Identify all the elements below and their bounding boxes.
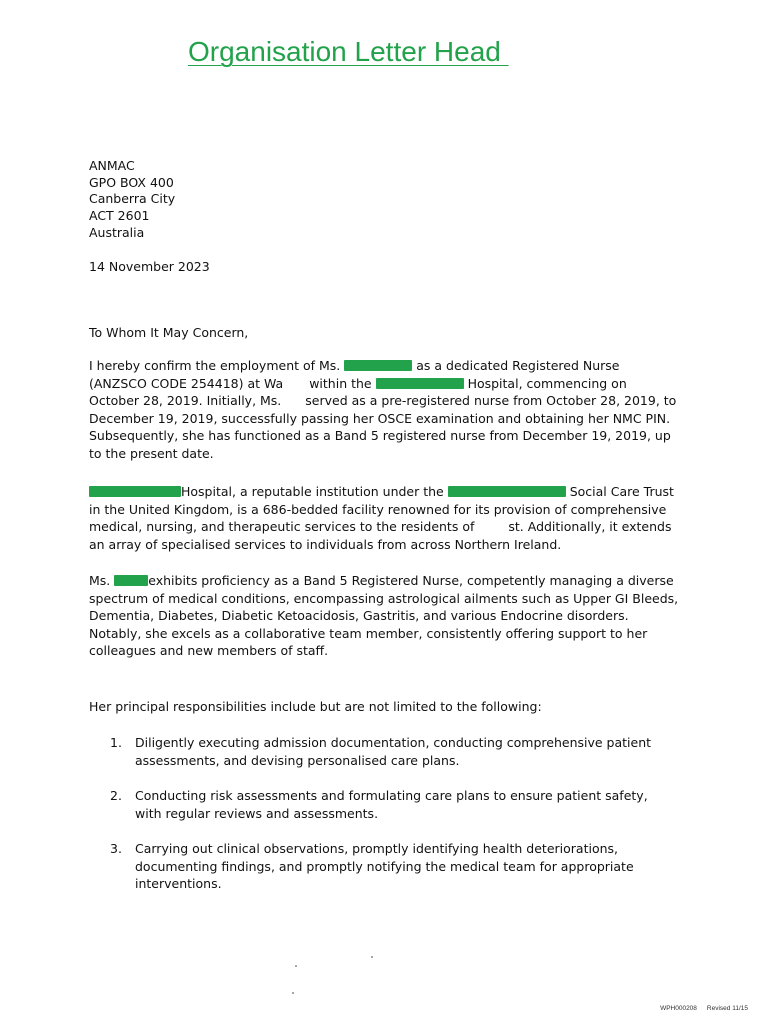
address-line: ACT 2601: [89, 208, 150, 224]
revision-note: Revised 11/15: [706, 1005, 748, 1012]
responsibilities-list: [110, 734, 670, 911]
p1-text: I hereby confirm the employment of Ms.: [89, 358, 341, 373]
list-item-text: Conducting risk assessments and formulating care plans to ensure patient safety, with regular reviews and assessments.: [135, 788, 648, 821]
redaction-mark: [448, 486, 566, 497]
form-code: WPH000208: [660, 1005, 697, 1012]
redaction-mark: [344, 360, 412, 371]
scan-speck: [292, 992, 294, 994]
list-item-text: Diligently executing admission documentation, conducting comprehensive patient assessments, and devising personalised care plans.: [135, 735, 652, 768]
salutation: To Whom It May Concern,: [89, 325, 249, 340]
scan-speck: [371, 956, 373, 958]
list-item-number: 1.: [110, 735, 122, 750]
redaction-mark: [89, 486, 181, 497]
scan-speck: [295, 965, 297, 967]
paragraph-proficiency: [89, 572, 679, 660]
list-item-text: Carrying out clinical observations, promptly identifying health deteriorations, documenting findings, and promptly notifying the medical team for appropriate interventions.: [135, 841, 634, 891]
p2-text: st. Additionally, it extends an array of specialised services to individuals from across Northern Ireland.: [89, 519, 672, 552]
list-item: [110, 787, 670, 822]
letter-date: 14 November 2023: [89, 259, 210, 274]
p1-text: served as a pre-registered nurse from October 28, 2019, to December 19, 2019, successfully passing her OSCE examination and obtaining her NMC PIN. Subsequently, she has functioned as a Band 5 registered nurse from December 19, 2019, up to the present date.: [89, 393, 677, 461]
p1-text: Hospital, commencing on October 28, 2019. Initially, Ms.: [89, 375, 627, 408]
address-line: Canberra City: [89, 191, 176, 207]
redaction-mark: [376, 378, 464, 389]
p2-text: Social Care Trust in the United Kingdom, is a 686-bedded facility renowned for its provision of comprehensive medical, nursing, and therapeutic services to the residents of: [89, 484, 674, 534]
letterhead-title: Organisation Letter Head: [188, 36, 509, 67]
list-item-number: 3.: [110, 841, 122, 856]
p3-text: exhibits proficiency as a Band 5 Registered Nurse, competently managing a diverse spectrum of medical conditions, encompassing astrological ailments such as Upper GI Bleeds, Dementia, Diabetes, Diabetic Ketoacidosis, Gastritis, and various Endocrine disorders. Notably, she excels as a collaborative team member, consistently offering support to her colleagues and new members of staff.: [89, 573, 679, 658]
responsibilities-intro: Her principal responsibilities include but are not limited to the following:: [89, 699, 542, 714]
document-footer: [650, 1005, 748, 1012]
address-line: GPO BOX 400: [89, 174, 174, 190]
list-item: [110, 734, 670, 769]
paragraph-hospital: [89, 483, 679, 553]
list-item-number: 2.: [110, 788, 122, 803]
p1-text: within the: [309, 375, 376, 391]
address-line: ANMAC: [89, 158, 135, 173]
paragraph-employment: [89, 357, 679, 462]
address-line: Australia: [89, 224, 145, 240]
p1-text: as a dedicated Registered Nurse (ANZSCO CODE 254418) at Wa: [89, 358, 620, 391]
p2-text: Hospital, a reputable institution under the: [181, 484, 448, 499]
redaction-mark: [114, 575, 148, 586]
list-item: [110, 840, 670, 893]
p3-text: Ms.: [89, 573, 115, 588]
recipient-address: [89, 158, 175, 241]
